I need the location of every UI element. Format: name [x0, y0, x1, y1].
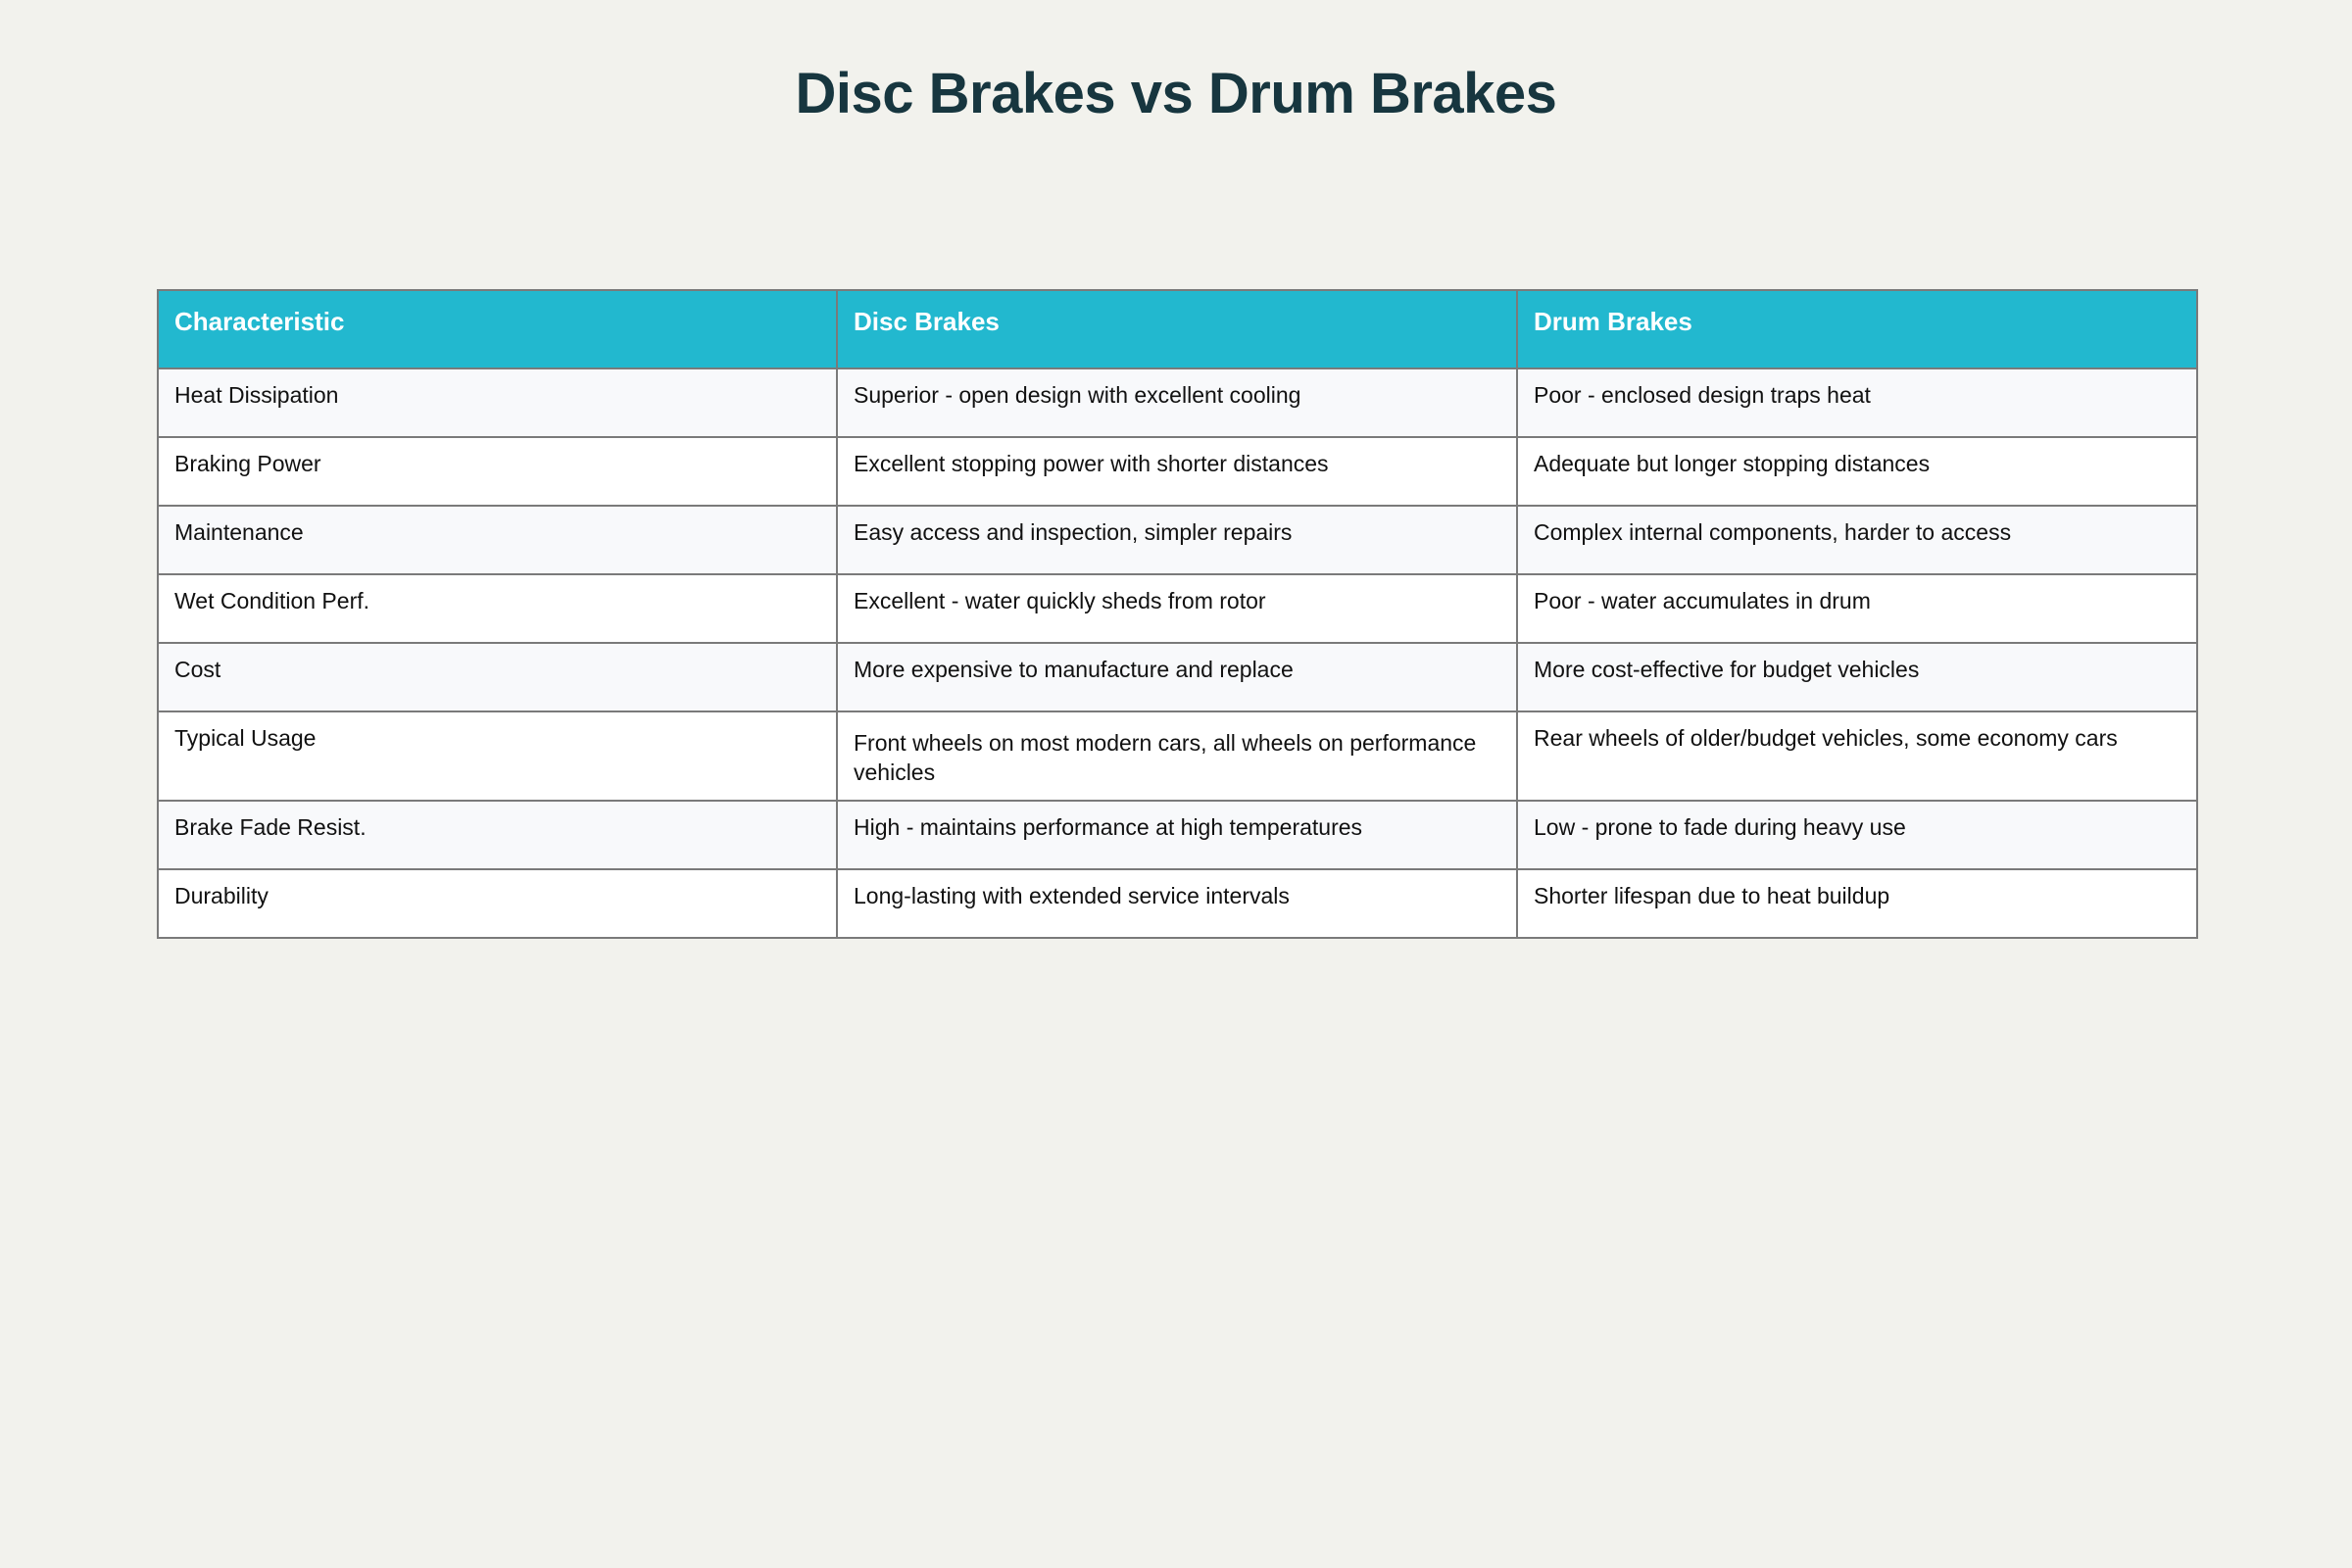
disc-brakes-cell: Excellent - water quickly sheds from rotor [837, 574, 1517, 643]
row-label-cell: Maintenance [158, 506, 837, 574]
row-label-cell: Durability [158, 869, 837, 938]
disc-brakes-cell: Front wheels on most modern cars, all wheels on performance vehicles [837, 711, 1517, 801]
disc-brakes-cell: Superior - open design with excellent cooling [837, 368, 1517, 437]
column-header-drum-brakes: Drum Brakes [1517, 290, 2197, 368]
table-row [158, 506, 2197, 574]
drum-brakes-cell: Poor - enclosed design traps heat [1517, 368, 2197, 437]
column-header-characteristic: Characteristic [158, 290, 837, 368]
table-row [158, 869, 2197, 938]
drum-brakes-cell: Poor - water accumulates in drum [1517, 574, 2197, 643]
disc-brakes-cell: Easy access and inspection, simpler repairs [837, 506, 1517, 574]
disc-brakes-cell: High - maintains performance at high temperatures [837, 801, 1517, 869]
row-label-cell: Braking Power [158, 437, 837, 506]
comparison-table [157, 289, 2198, 939]
row-label-cell: Cost [158, 643, 837, 711]
row-label-cell: Brake Fade Resist. [158, 801, 837, 869]
chart-title: Disc Brakes vs Drum Brakes [795, 62, 1557, 125]
drum-brakes-cell: Low - prone to fade during heavy use [1517, 801, 2197, 869]
table-header-row [158, 290, 2197, 368]
disc-brakes-cell: Long-lasting with extended service intervals [837, 869, 1517, 938]
drum-brakes-cell: Adequate but longer stopping distances [1517, 437, 2197, 506]
row-label-cell: Heat Dissipation [158, 368, 837, 437]
drum-brakes-cell: Complex internal components, harder to access [1517, 506, 2197, 574]
disc-brakes-cell: More expensive to manufacture and replace [837, 643, 1517, 711]
row-label-cell: Wet Condition Perf. [158, 574, 837, 643]
table-row [158, 801, 2197, 869]
row-label-cell: Typical Usage [158, 711, 837, 801]
table-row [158, 437, 2197, 506]
table-row [158, 368, 2197, 437]
drum-brakes-cell: More cost-effective for budget vehicles [1517, 643, 2197, 711]
drum-brakes-cell: Rear wheels of older/budget vehicles, some economy cars [1517, 711, 2197, 801]
table-row [158, 711, 2197, 801]
column-header-disc-brakes: Disc Brakes [837, 290, 1517, 368]
table-row [158, 574, 2197, 643]
disc-brakes-cell: Excellent stopping power with shorter distances [837, 437, 1517, 506]
table-row [158, 643, 2197, 711]
drum-brakes-cell: Shorter lifespan due to heat buildup [1517, 869, 2197, 938]
